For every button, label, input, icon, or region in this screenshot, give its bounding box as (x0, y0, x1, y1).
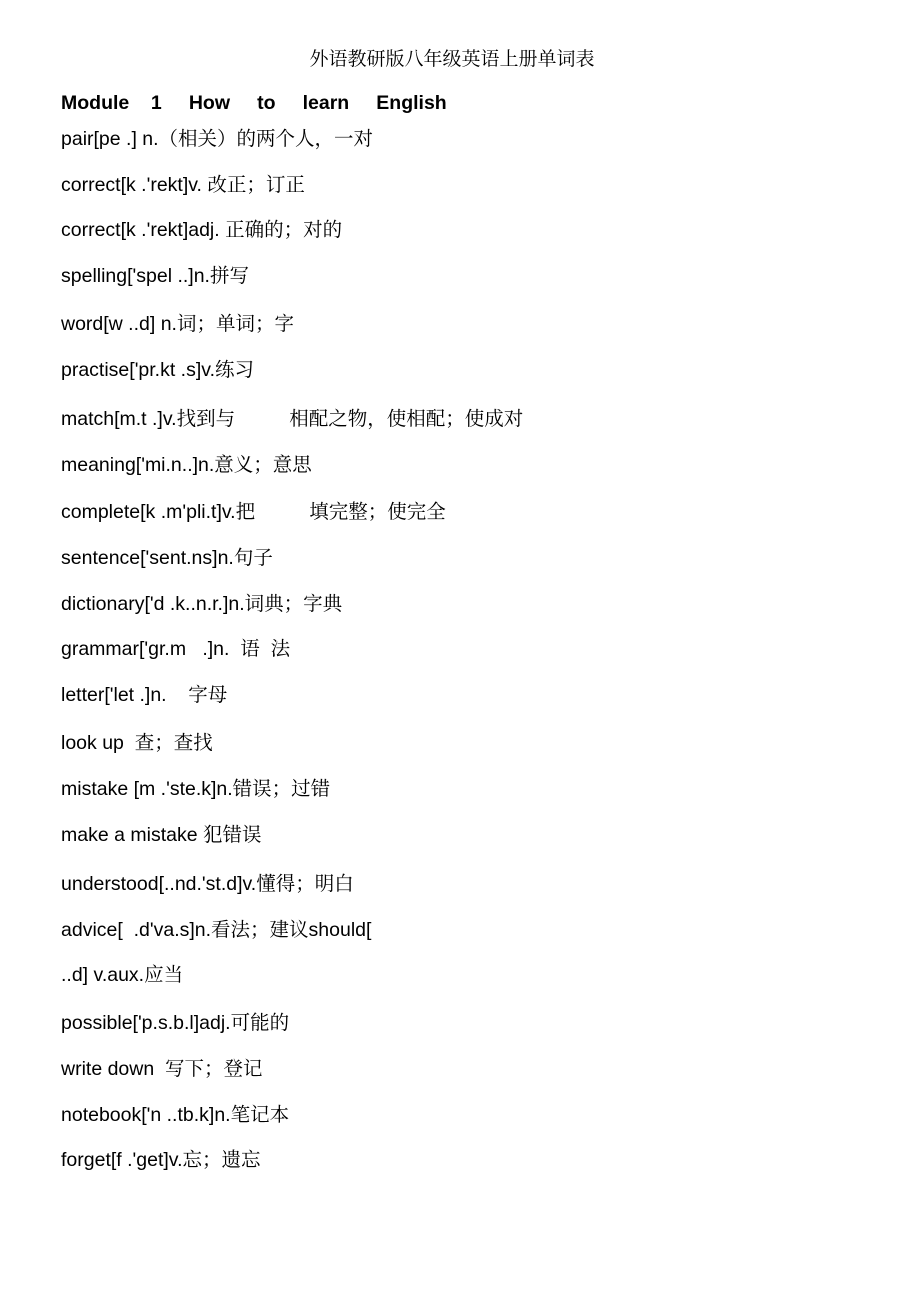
vocab-entry-correct-verb: correct[k .'rekt]v. 改正；订正 (61, 174, 305, 196)
vocab-entry-letter: letter['let .]n. 字母 (61, 684, 228, 706)
module-heading: Module 1 How to learn English (61, 92, 447, 114)
vocab-entry-complete: complete[k .m'pli.t]v.把 填完整；使完全 (61, 501, 446, 523)
vocab-entry-grammar: grammar['gr.m .]n. 语 法 (61, 638, 291, 660)
vocab-entry-pair: pair[pe .] n.（相关）的两个人，一对 (61, 128, 374, 150)
vocab-entry-word: word[w ..d] n.词；单词；字 (61, 313, 294, 335)
vocab-entry-possible: possible['p.s.b.l]adj.可能的 (61, 1012, 290, 1034)
vocab-entry-understood: understood[..nd.'st.d]v.懂得；明白 (61, 873, 354, 895)
vocab-entry-write-down: write down 写下；登记 (61, 1058, 263, 1080)
vocab-entry-practise: practise['pr.kt .s]v.练习 (61, 359, 254, 381)
vocab-entry-sentence: sentence['sent.ns]n.句子 (61, 547, 273, 569)
vocab-entry-make-a-mistake: make a mistake 犯错误 (61, 824, 262, 846)
vocab-entry-look-up: look up 查；查找 (61, 732, 213, 754)
vocab-entry-mistake: mistake [m .'ste.k]n.错误；过错 (61, 778, 331, 800)
vocab-entry-meaning: meaning['mi.n..]n.意义；意思 (61, 454, 312, 476)
vocab-entry-should: ..d] v.aux.应当 (61, 964, 184, 986)
vocab-entry-spelling: spelling['spel ..]n.拼写 (61, 265, 249, 287)
vocab-entry-dictionary: dictionary['d .k..n.r.]n.词典；字典 (61, 593, 343, 615)
vocab-entry-correct-adj: correct[k .'rekt]adj. 正确的；对的 (61, 219, 343, 241)
vocab-entry-forget: forget[f .'get]v.忘；遗忘 (61, 1149, 261, 1171)
vocab-entry-notebook: notebook['n ..tb.k]n.笔记本 (61, 1104, 290, 1126)
page-title: 外语教研版八年级英语上册单词表 (309, 48, 595, 70)
vocab-entry-advice: advice[ .d'va.s]n.看法；建议should[ (61, 919, 372, 941)
vocab-entry-match: match[m.t .]v.找到与 相配之物，使相配；使成对 (61, 408, 524, 430)
